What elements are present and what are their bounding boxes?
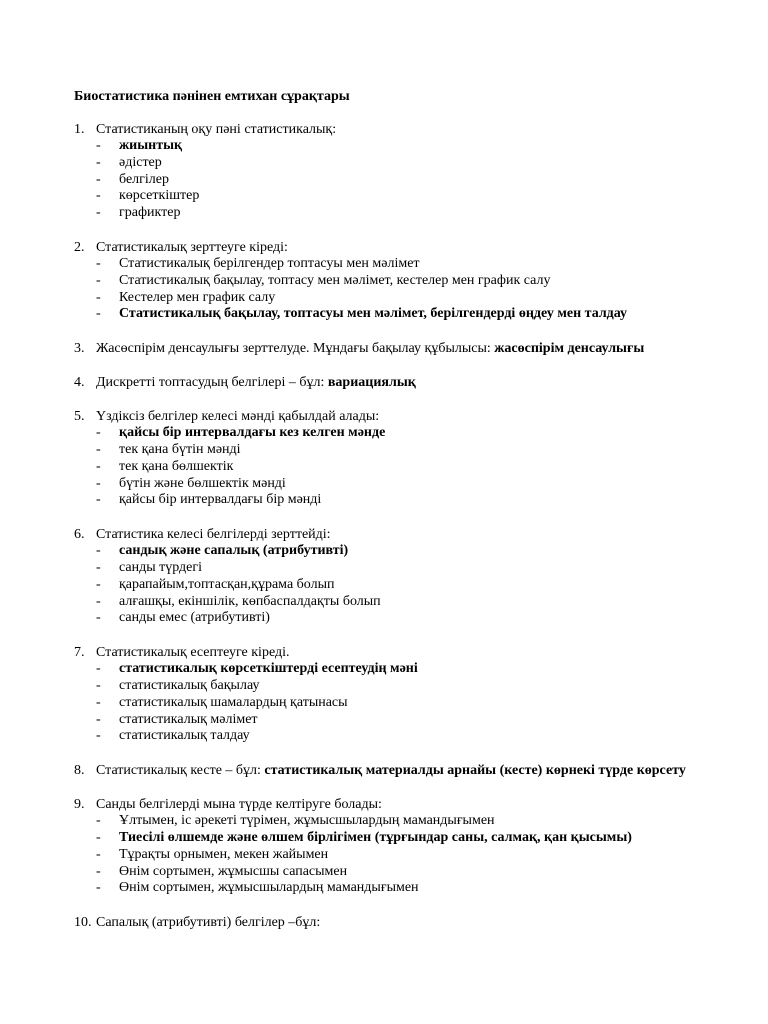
answer-option <box>74 290 734 307</box>
question-block <box>74 796 734 897</box>
option-text: Тиесілі өлшемде және өлшем бірлігімен (тұрғындар саны, салмақ, қан қысымы) <box>119 829 632 845</box>
answer-option <box>74 560 734 577</box>
question-line <box>74 644 734 661</box>
list-dash: - <box>96 289 101 305</box>
question-text: Статистика келесі белгілерді зерттейді: <box>96 527 331 543</box>
option-text: статистикалық бақылау <box>119 677 260 693</box>
list-dash: - <box>96 846 101 862</box>
list-dash: - <box>96 880 101 896</box>
answer-option <box>74 577 734 594</box>
answer-option <box>74 205 734 222</box>
list-dash: - <box>96 138 101 153</box>
answer-option <box>74 847 734 864</box>
list-dash: - <box>96 425 101 441</box>
question-text: Жасөспірім денсаулығы зерттелуде. Мұндағы бақылау құбылысы: <box>96 341 495 357</box>
question-block <box>74 239 734 323</box>
option-text: санды түрдегі <box>119 559 203 575</box>
list-dash: - <box>96 272 101 288</box>
list-dash: - <box>96 306 101 322</box>
option-text: тек қана бүтін мәнді <box>119 441 241 457</box>
list-dash: - <box>96 863 101 879</box>
question-line <box>74 121 734 138</box>
option-text: Статистикалық бақылау, топтасуы мен мәлімет, берілгендерді өңдеу мен талдау <box>119 306 628 322</box>
option-text: тек қана бөлшектік <box>119 458 234 474</box>
option-text: қайсы бір интервалдағы кез келген мәнде <box>119 425 386 441</box>
option-text: графиктер <box>119 205 181 221</box>
question-answer: статистикалық материалды арнайы (кесте) көрнекі түрде көрсету <box>264 763 686 779</box>
question-block <box>74 526 734 627</box>
question-number: 3. <box>74 341 85 357</box>
question-block <box>74 762 734 779</box>
question-number: 6. <box>74 527 85 543</box>
answer-option-correct <box>74 138 734 155</box>
option-text: қарапайым,топтасқан,құрама болып <box>119 576 335 592</box>
question-list <box>74 121 734 948</box>
option-text: Өнім сортымен, жұмысшылардың мамандығымен <box>119 880 419 896</box>
question-text: Сапалық (атрибутивті) белгілер –бұл: <box>96 915 321 931</box>
list-dash: - <box>96 441 101 457</box>
option-text: Ұлтымен, іс әрекеті түрімен, жұмысшылардың мамандығымен <box>119 813 495 829</box>
option-text: сандық және сапалық (атрибутивті) <box>119 543 349 559</box>
answer-option <box>74 880 734 897</box>
answer-option-correct <box>74 661 734 678</box>
question-line <box>74 914 734 931</box>
list-dash: - <box>96 711 101 727</box>
list-dash: - <box>96 593 101 609</box>
answer-option <box>74 594 734 611</box>
option-text: Кестелер мен график салу <box>119 289 276 305</box>
answer-option <box>74 695 734 712</box>
option-text: бүтін және бөлшектік мәнді <box>119 475 286 491</box>
option-text: алғашқы, екіншілік, көпбаспалдақты болып <box>119 593 381 609</box>
option-text: қайсы бір интервалдағы бір мәнді <box>119 492 322 508</box>
question-number: 4. <box>74 375 85 391</box>
question-line <box>74 762 734 779</box>
list-dash: - <box>96 255 101 271</box>
answer-option <box>74 273 734 290</box>
question-line <box>74 340 734 357</box>
list-dash: - <box>96 576 101 592</box>
question-answer: жасөспірім денсаулығы <box>494 341 645 357</box>
document-title: Биостатистика пәнінен емтихан сұрақтары <box>74 89 350 104</box>
answer-option <box>74 728 734 745</box>
question-line <box>74 408 734 425</box>
answer-option-correct <box>74 425 734 442</box>
list-dash: - <box>96 458 101 474</box>
option-text: Тұрақты орнымен, мекен жайымен <box>119 846 329 862</box>
answer-option <box>74 678 734 695</box>
answer-option <box>74 492 734 509</box>
option-text: Статистикалық бақылау, топтасу мен мәлімет, кестелер мен график салу <box>119 272 551 288</box>
option-text: көрсеткіштер <box>119 188 200 204</box>
option-text: статистикалық мәлімет <box>119 711 258 727</box>
list-dash: - <box>96 694 101 710</box>
question-answer: вариациялық <box>327 375 416 391</box>
list-dash: - <box>96 188 101 204</box>
list-dash: - <box>96 205 101 221</box>
list-dash: - <box>96 661 101 677</box>
question-line <box>74 374 734 391</box>
question-line <box>74 796 734 813</box>
question-text: Статистиканың оқу пәні статистикалық: <box>96 122 337 137</box>
question-number: 7. <box>74 645 85 661</box>
answer-option <box>74 442 734 459</box>
list-dash: - <box>96 154 101 170</box>
answer-option <box>74 172 734 189</box>
question-number: 2. <box>74 239 85 255</box>
answer-option <box>74 459 734 476</box>
question-text: Дискретті топтасудың белгілері – бұл: <box>96 375 328 391</box>
question-text: Статистикалық есептеуге кіреді. <box>96 645 290 661</box>
question-block <box>74 340 734 357</box>
option-text: Статистикалық берілгендер топтасуы мен мәлімет <box>119 255 420 271</box>
question-number: 8. <box>74 763 85 779</box>
question-block <box>74 408 734 509</box>
answer-option <box>74 813 734 830</box>
list-dash: - <box>96 610 101 626</box>
option-text: статистикалық көрсеткіштерді есептеудің мәні <box>119 661 418 677</box>
answer-option-correct <box>74 306 734 323</box>
answer-option <box>74 712 734 729</box>
question-text: Статистикалық кесте – бұл: <box>96 763 265 779</box>
option-text: Өнім сортымен, жұмысшы сапасымен <box>119 863 348 879</box>
question-number: 9. <box>74 797 85 813</box>
option-text: статистикалық шамалардың қатынасы <box>119 694 348 710</box>
question-number: 10. <box>74 915 92 931</box>
list-dash: - <box>96 171 101 187</box>
list-dash: - <box>96 728 101 744</box>
option-text: белгілер <box>119 171 169 187</box>
answer-option <box>74 155 734 172</box>
question-text: Үздіксіз белгілер келесі мәнді қабылдай алады: <box>96 409 380 425</box>
list-dash: - <box>96 829 101 845</box>
question-block <box>74 914 734 931</box>
answer-option <box>74 476 734 493</box>
option-text: статистикалық талдау <box>119 728 250 744</box>
answer-option <box>74 188 734 205</box>
question-line <box>74 239 734 256</box>
question-block <box>74 644 734 745</box>
option-text: жиынтық <box>119 138 183 153</box>
list-dash: - <box>96 559 101 575</box>
question-line <box>74 526 734 543</box>
answer-option-correct <box>74 830 734 847</box>
question-text: Статистикалық зерттеуге кіреді: <box>96 239 288 255</box>
question-number: 5. <box>74 409 85 425</box>
question-block <box>74 121 734 222</box>
answer-option <box>74 256 734 273</box>
list-dash: - <box>96 492 101 508</box>
answer-option-correct <box>74 543 734 560</box>
question-block <box>74 374 734 391</box>
list-dash: - <box>96 475 101 491</box>
list-dash: - <box>96 813 101 829</box>
option-text: әдістер <box>119 154 162 170</box>
answer-option <box>74 610 734 627</box>
option-text: санды емес (атрибутивті) <box>119 610 270 626</box>
question-text: Санды белгілерді мына түрде келтіруге болады: <box>96 797 382 813</box>
list-dash: - <box>96 677 101 693</box>
question-number: 1. <box>74 122 85 137</box>
answer-option <box>74 864 734 881</box>
list-dash: - <box>96 543 101 559</box>
